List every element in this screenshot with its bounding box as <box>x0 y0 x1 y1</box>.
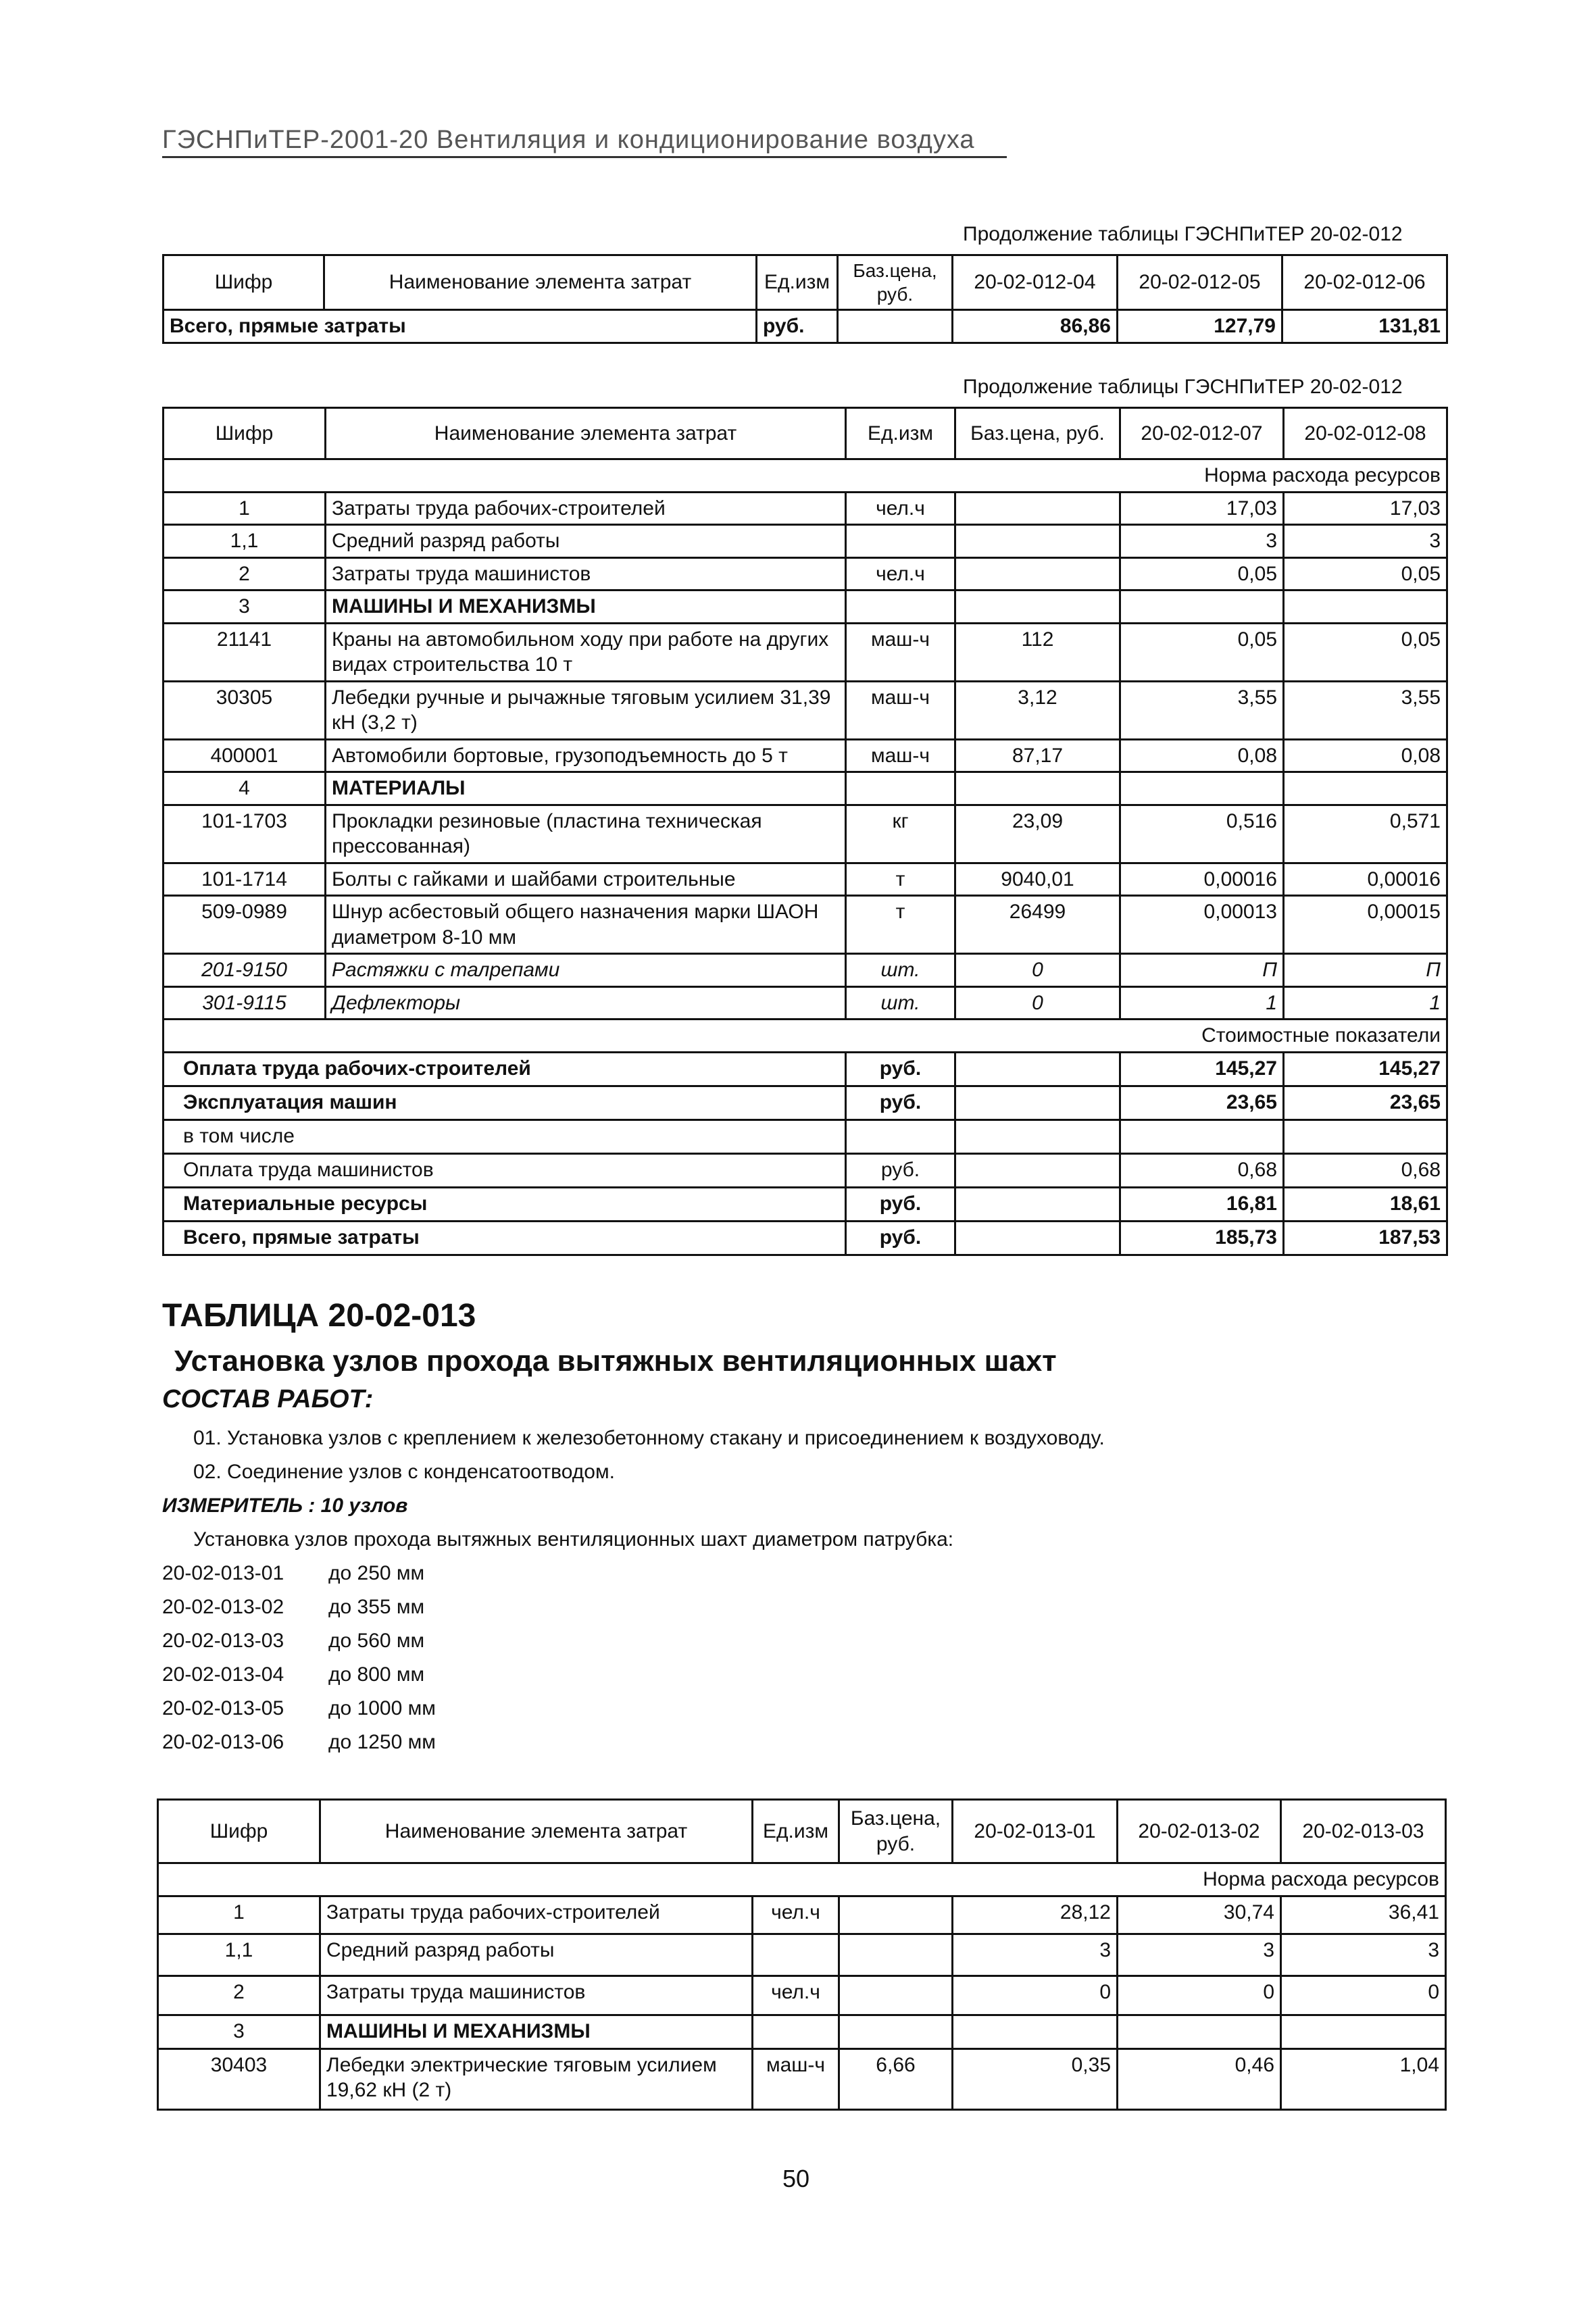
row-value-1 <box>953 2015 1118 2048</box>
row-value-1: 17,03 <box>1120 492 1284 525</box>
row-name: Краны на автомобильном ходу при работе на других видах строительства 10 т <box>326 623 846 681</box>
cost-name: в том числе <box>164 1120 846 1153</box>
cost-unit: руб. <box>846 1086 955 1120</box>
table1-header-col2: 20-02-012-05 <box>1118 255 1282 310</box>
row-price: 23,09 <box>955 805 1120 863</box>
table-row <box>164 954 1447 987</box>
table-row <box>164 681 1447 739</box>
code-text: до 1250 мм <box>328 1731 436 1753</box>
cost-value-2: 145,27 <box>1284 1052 1447 1086</box>
table-row <box>158 2015 1446 2048</box>
cost-unit: руб. <box>846 1221 955 1255</box>
row-value-2: 0,00015 <box>1284 896 1447 954</box>
table3-header-col1: 20-02-013-01 <box>953 1800 1118 1863</box>
table-row <box>164 772 1447 805</box>
row-price: 87,17 <box>955 739 1120 772</box>
cost-unit: руб. <box>846 1153 955 1187</box>
row-code: 4 <box>164 772 326 805</box>
table2-header-price: Баз.цена, руб. <box>955 408 1120 459</box>
table-row <box>158 1896 1446 1934</box>
cost-value-1: 23,65 <box>1120 1086 1284 1120</box>
row-price <box>955 557 1120 590</box>
row-unit: маш-ч <box>846 623 955 681</box>
row-price <box>955 525 1120 558</box>
code-row <box>162 1630 424 1653</box>
row-unit <box>846 772 955 805</box>
row-code: 201-9150 <box>164 954 326 987</box>
table2-header-unit: Ед.изм <box>846 408 955 459</box>
table3-norm-label: Норма расхода ресурсов <box>158 1863 1446 1896</box>
row-value-1: 0,516 <box>1120 805 1284 863</box>
cost-price <box>955 1052 1120 1086</box>
row-value-2: 3,55 <box>1284 681 1447 739</box>
row-code: 3 <box>158 2015 320 2048</box>
row-price <box>955 590 1120 624</box>
row-value-3: 0 <box>1281 1976 1446 2015</box>
table-row <box>164 986 1447 1020</box>
cost-value-1: 16,81 <box>1120 1187 1284 1221</box>
cost-value-2: 23,65 <box>1284 1086 1447 1120</box>
table1 <box>162 254 1448 344</box>
row-value-1 <box>1120 772 1284 805</box>
table1-header-code: Шифр <box>164 255 324 310</box>
table-row <box>164 1221 1447 1255</box>
page-number: 50 <box>782 2165 810 2192</box>
code: 20-02-013-02 <box>162 1596 284 1618</box>
code-row <box>162 1596 424 1619</box>
row-value-3 <box>1281 2015 1446 2048</box>
table1-header-col1: 20-02-012-04 <box>953 255 1118 310</box>
row-name: Затраты труда машинистов <box>320 1976 753 2015</box>
code: 20-02-013-01 <box>162 1562 284 1584</box>
table1-total-v1: 86,86 <box>953 310 1118 343</box>
row-value-2: 3 <box>1284 525 1447 558</box>
row-name: Шнур асбестовый общего назначения марки ШАОН диаметром 8-10 мм <box>326 896 846 954</box>
table-row <box>158 1976 1446 2015</box>
code-text: до 355 мм <box>328 1596 425 1618</box>
row-unit: т <box>846 896 955 954</box>
row-value-2: П <box>1284 954 1447 987</box>
row-price <box>839 1896 953 1934</box>
table2 <box>162 407 1448 1256</box>
row-value-1: 0,35 <box>953 2048 1118 2109</box>
section-title: ТАБЛИЦА 20-02-013 <box>162 1298 476 1334</box>
row-name: Прокладки резиновые (пластина техническая прессованная) <box>326 805 846 863</box>
row-name: Затраты труда рабочих-строителей <box>320 1896 753 1934</box>
row-value-3: 36,41 <box>1281 1896 1446 1934</box>
row-value-2: 1 <box>1284 986 1447 1020</box>
table-row <box>164 805 1447 863</box>
row-value-1: 0,08 <box>1120 739 1284 772</box>
row-value-2: 3 <box>1118 1934 1281 1976</box>
row-value-3: 3 <box>1281 1934 1446 1976</box>
row-price: 26499 <box>955 896 1120 954</box>
row-code: 30403 <box>158 2048 320 2109</box>
code: 20-02-013-03 <box>162 1630 284 1652</box>
cost-name: Оплата труда машинистов <box>164 1153 846 1187</box>
row-code: 3 <box>164 590 326 624</box>
row-code: 2 <box>158 1976 320 2015</box>
table-row <box>164 1086 1447 1120</box>
row-value-2 <box>1118 2015 1281 2048</box>
cost-value-2 <box>1284 1120 1447 1153</box>
cost-price <box>955 1153 1120 1187</box>
row-value-1: 28,12 <box>953 1896 1118 1934</box>
table3-header-col2: 20-02-013-02 <box>1118 1800 1281 1863</box>
row-value-1: 0,00016 <box>1120 863 1284 896</box>
row-value-1: 0,05 <box>1120 623 1284 681</box>
table-row <box>164 863 1447 896</box>
row-value-1: 3 <box>1120 525 1284 558</box>
cost-price <box>955 1120 1120 1153</box>
row-value-2: 0,05 <box>1284 557 1447 590</box>
row-value-2: 0,08 <box>1284 739 1447 772</box>
table3-header-unit: Ед.изм <box>753 1800 839 1863</box>
row-value-1: 3,55 <box>1120 681 1284 739</box>
row-name: МАТЕРИАЛЫ <box>326 772 846 805</box>
code-row <box>162 1731 436 1754</box>
cost-value-1: 185,73 <box>1120 1221 1284 1255</box>
table-row <box>164 896 1447 954</box>
table2-header-col1: 20-02-012-07 <box>1120 408 1284 459</box>
code: 20-02-013-06 <box>162 1731 284 1753</box>
row-value-3: 1,04 <box>1281 2048 1446 2109</box>
row-unit: шт. <box>846 986 955 1020</box>
row-price: 0 <box>955 986 1120 1020</box>
row-name: Затраты труда рабочих-строителей <box>326 492 846 525</box>
row-unit: чел.ч <box>753 1896 839 1934</box>
row-value-2 <box>1284 590 1447 624</box>
table-row <box>164 492 1447 525</box>
table1-header-price: Баз.цена, руб. <box>838 255 953 310</box>
cost-price <box>955 1221 1120 1255</box>
table-row <box>164 739 1447 772</box>
row-code: 400001 <box>164 739 326 772</box>
row-value-1: 1 <box>1120 986 1284 1020</box>
cost-value-2: 18,61 <box>1284 1187 1447 1221</box>
row-unit <box>753 1934 839 1976</box>
code: 20-02-013-04 <box>162 1663 284 1686</box>
row-code: 1 <box>164 492 326 525</box>
table2-header-name: Наименование элемента затрат <box>326 408 846 459</box>
code-text: до 560 мм <box>328 1630 425 1652</box>
row-value-2: 30,74 <box>1118 1896 1281 1934</box>
table1-total-v2: 127,79 <box>1118 310 1282 343</box>
cost-unit: руб. <box>846 1187 955 1221</box>
row-price <box>955 492 1120 525</box>
table1-total-v3: 131,81 <box>1282 310 1447 343</box>
code-text: до 250 мм <box>328 1562 425 1584</box>
row-price <box>839 1976 953 2015</box>
cost-name: Материальные ресурсы <box>164 1187 846 1221</box>
work-item-1: 01. Установка узлов с креплением к железобетонному стакану и присоединением к воздуховоду. <box>193 1427 1105 1449</box>
table-row <box>158 1934 1446 1976</box>
cost-name: Эксплуатация машин <box>164 1086 846 1120</box>
table-row <box>164 1187 1447 1221</box>
row-unit: кг <box>846 805 955 863</box>
row-value-1: 0,05 <box>1120 557 1284 590</box>
table-row <box>164 1052 1447 1086</box>
row-code: 301-9115 <box>164 986 326 1020</box>
row-value-2: 0,00016 <box>1284 863 1447 896</box>
running-header: ГЭСНПиТЕР-2001-20 Вентиляция и кондиционирование воздуха <box>162 126 1007 158</box>
row-unit: чел.ч <box>753 1976 839 2015</box>
row-name: Дефлекторы <box>326 986 846 1020</box>
row-code: 101-1714 <box>164 863 326 896</box>
table3-header-price: Баз.цена, руб. <box>839 1800 953 1863</box>
row-unit: маш-ч <box>846 739 955 772</box>
row-name: Растяжки с талрепами <box>326 954 846 987</box>
row-price <box>955 772 1120 805</box>
table3-header-name: Наименование элемента затрат <box>320 1800 753 1863</box>
table3 <box>157 1799 1447 2111</box>
code: 20-02-013-05 <box>162 1697 284 1719</box>
section-description: Установка узлов прохода вытяжных вентиляционных шахт диаметром патрубка: <box>193 1528 954 1551</box>
table-row <box>164 557 1447 590</box>
table2-header-code: Шифр <box>164 408 326 459</box>
code-row <box>162 1697 436 1720</box>
table1-header-unit: Ед.изм <box>757 255 838 310</box>
cost-price <box>955 1187 1120 1221</box>
table-row <box>164 623 1447 681</box>
row-unit: шт. <box>846 954 955 987</box>
code-row <box>162 1562 424 1585</box>
row-name: Затраты труда машинистов <box>326 557 846 590</box>
table1-header-col3: 20-02-012-06 <box>1282 255 1447 310</box>
row-name: Лебедки ручные и рычажные тяговым усилием 31,39 кН (3,2 т) <box>326 681 846 739</box>
row-value-1: П <box>1120 954 1284 987</box>
row-name: МАШИНЫ И МЕХАНИЗМЫ <box>326 590 846 624</box>
row-price: 0 <box>955 954 1120 987</box>
table2-header-col2: 20-02-012-08 <box>1284 408 1447 459</box>
table1-total-label: Всего, прямые затраты <box>164 310 757 343</box>
cost-value-1: 0,68 <box>1120 1153 1284 1187</box>
row-unit: маш-ч <box>753 2048 839 2109</box>
cost-value-1 <box>1120 1120 1284 1153</box>
row-value-2: 0 <box>1118 1976 1281 2015</box>
row-code: 1,1 <box>158 1934 320 1976</box>
row-unit: чел.ч <box>846 492 955 525</box>
row-value-2: 0,46 <box>1118 2048 1281 2109</box>
composition-title: СОСТАВ РАБОТ: <box>162 1385 374 1413</box>
row-value-2: 17,03 <box>1284 492 1447 525</box>
table2-cost-label: Стоимостные показатели <box>164 1020 1447 1053</box>
row-unit: чел.ч <box>846 557 955 590</box>
row-name: Средний разряд работы <box>320 1934 753 1976</box>
table-row <box>164 1120 1447 1153</box>
cost-name: Всего, прямые затраты <box>164 1221 846 1255</box>
row-unit: маш-ч <box>846 681 955 739</box>
cost-value-2: 187,53 <box>1284 1221 1447 1255</box>
section-subtitle: Установка узлов прохода вытяжных вентиляционных шахт <box>174 1344 1057 1378</box>
code-text: до 800 мм <box>328 1663 425 1686</box>
table1-header-name: Наименование элемента затрат <box>324 255 757 310</box>
table1-total-price <box>838 310 953 343</box>
cost-unit: руб. <box>846 1052 955 1086</box>
row-price: 6,66 <box>839 2048 953 2109</box>
row-name: Автомобили бортовые, грузоподъемность до 5 т <box>326 739 846 772</box>
row-value-1: 3 <box>953 1934 1118 1976</box>
row-name: Лебедки электрические тяговым усилием 19,62 кН (2 т) <box>320 2048 753 2109</box>
row-value-1 <box>1120 590 1284 624</box>
table1-total-row <box>164 310 1447 343</box>
row-code: 30305 <box>164 681 326 739</box>
table-row <box>164 590 1447 624</box>
row-code: 509-0989 <box>164 896 326 954</box>
row-value-1: 0 <box>953 1976 1118 2015</box>
table-row <box>164 1153 1447 1187</box>
cost-name: Оплата труда рабочих-строителей <box>164 1052 846 1086</box>
table1-caption: Продолжение таблицы ГЭСНПиТЕР 20-02-012 <box>963 223 1403 245</box>
row-code: 21141 <box>164 623 326 681</box>
row-unit <box>753 2015 839 2048</box>
row-unit <box>846 525 955 558</box>
cost-value-2: 0,68 <box>1284 1153 1447 1187</box>
row-unit <box>846 590 955 624</box>
row-price: 112 <box>955 623 1120 681</box>
code-row <box>162 1663 424 1686</box>
row-name: МАШИНЫ И МЕХАНИЗМЫ <box>320 2015 753 2048</box>
row-value-2 <box>1284 772 1447 805</box>
row-price: 3,12 <box>955 681 1120 739</box>
table-row <box>158 2048 1446 2109</box>
table3-header-code: Шифр <box>158 1800 320 1863</box>
row-value-2: 0,05 <box>1284 623 1447 681</box>
row-code: 2 <box>164 557 326 590</box>
row-price: 9040,01 <box>955 863 1120 896</box>
row-code: 1 <box>158 1896 320 1934</box>
row-code: 101-1703 <box>164 805 326 863</box>
cost-value-1: 145,27 <box>1120 1052 1284 1086</box>
table2-norm-label: Норма расхода ресурсов <box>164 459 1447 493</box>
row-value-2: 0,571 <box>1284 805 1447 863</box>
cost-price <box>955 1086 1120 1120</box>
measure-unit: ИЗМЕРИТЕЛЬ : 10 узлов <box>162 1494 408 1517</box>
table-row <box>164 525 1447 558</box>
row-name: Болты с гайками и шайбами строительные <box>326 863 846 896</box>
code-text: до 1000 мм <box>328 1697 436 1719</box>
cost-unit <box>846 1120 955 1153</box>
row-price <box>839 1934 953 1976</box>
row-unit: т <box>846 863 955 896</box>
table3-header-col3: 20-02-013-03 <box>1281 1800 1446 1863</box>
row-name: Средний разряд работы <box>326 525 846 558</box>
table2-caption: Продолжение таблицы ГЭСНПиТЕР 20-02-012 <box>963 376 1403 398</box>
work-item-2: 02. Соединение узлов с конденсатоотводом. <box>193 1461 615 1483</box>
row-price <box>839 2015 953 2048</box>
row-value-1: 0,00013 <box>1120 896 1284 954</box>
row-code: 1,1 <box>164 525 326 558</box>
table1-total-unit: руб. <box>757 310 838 343</box>
